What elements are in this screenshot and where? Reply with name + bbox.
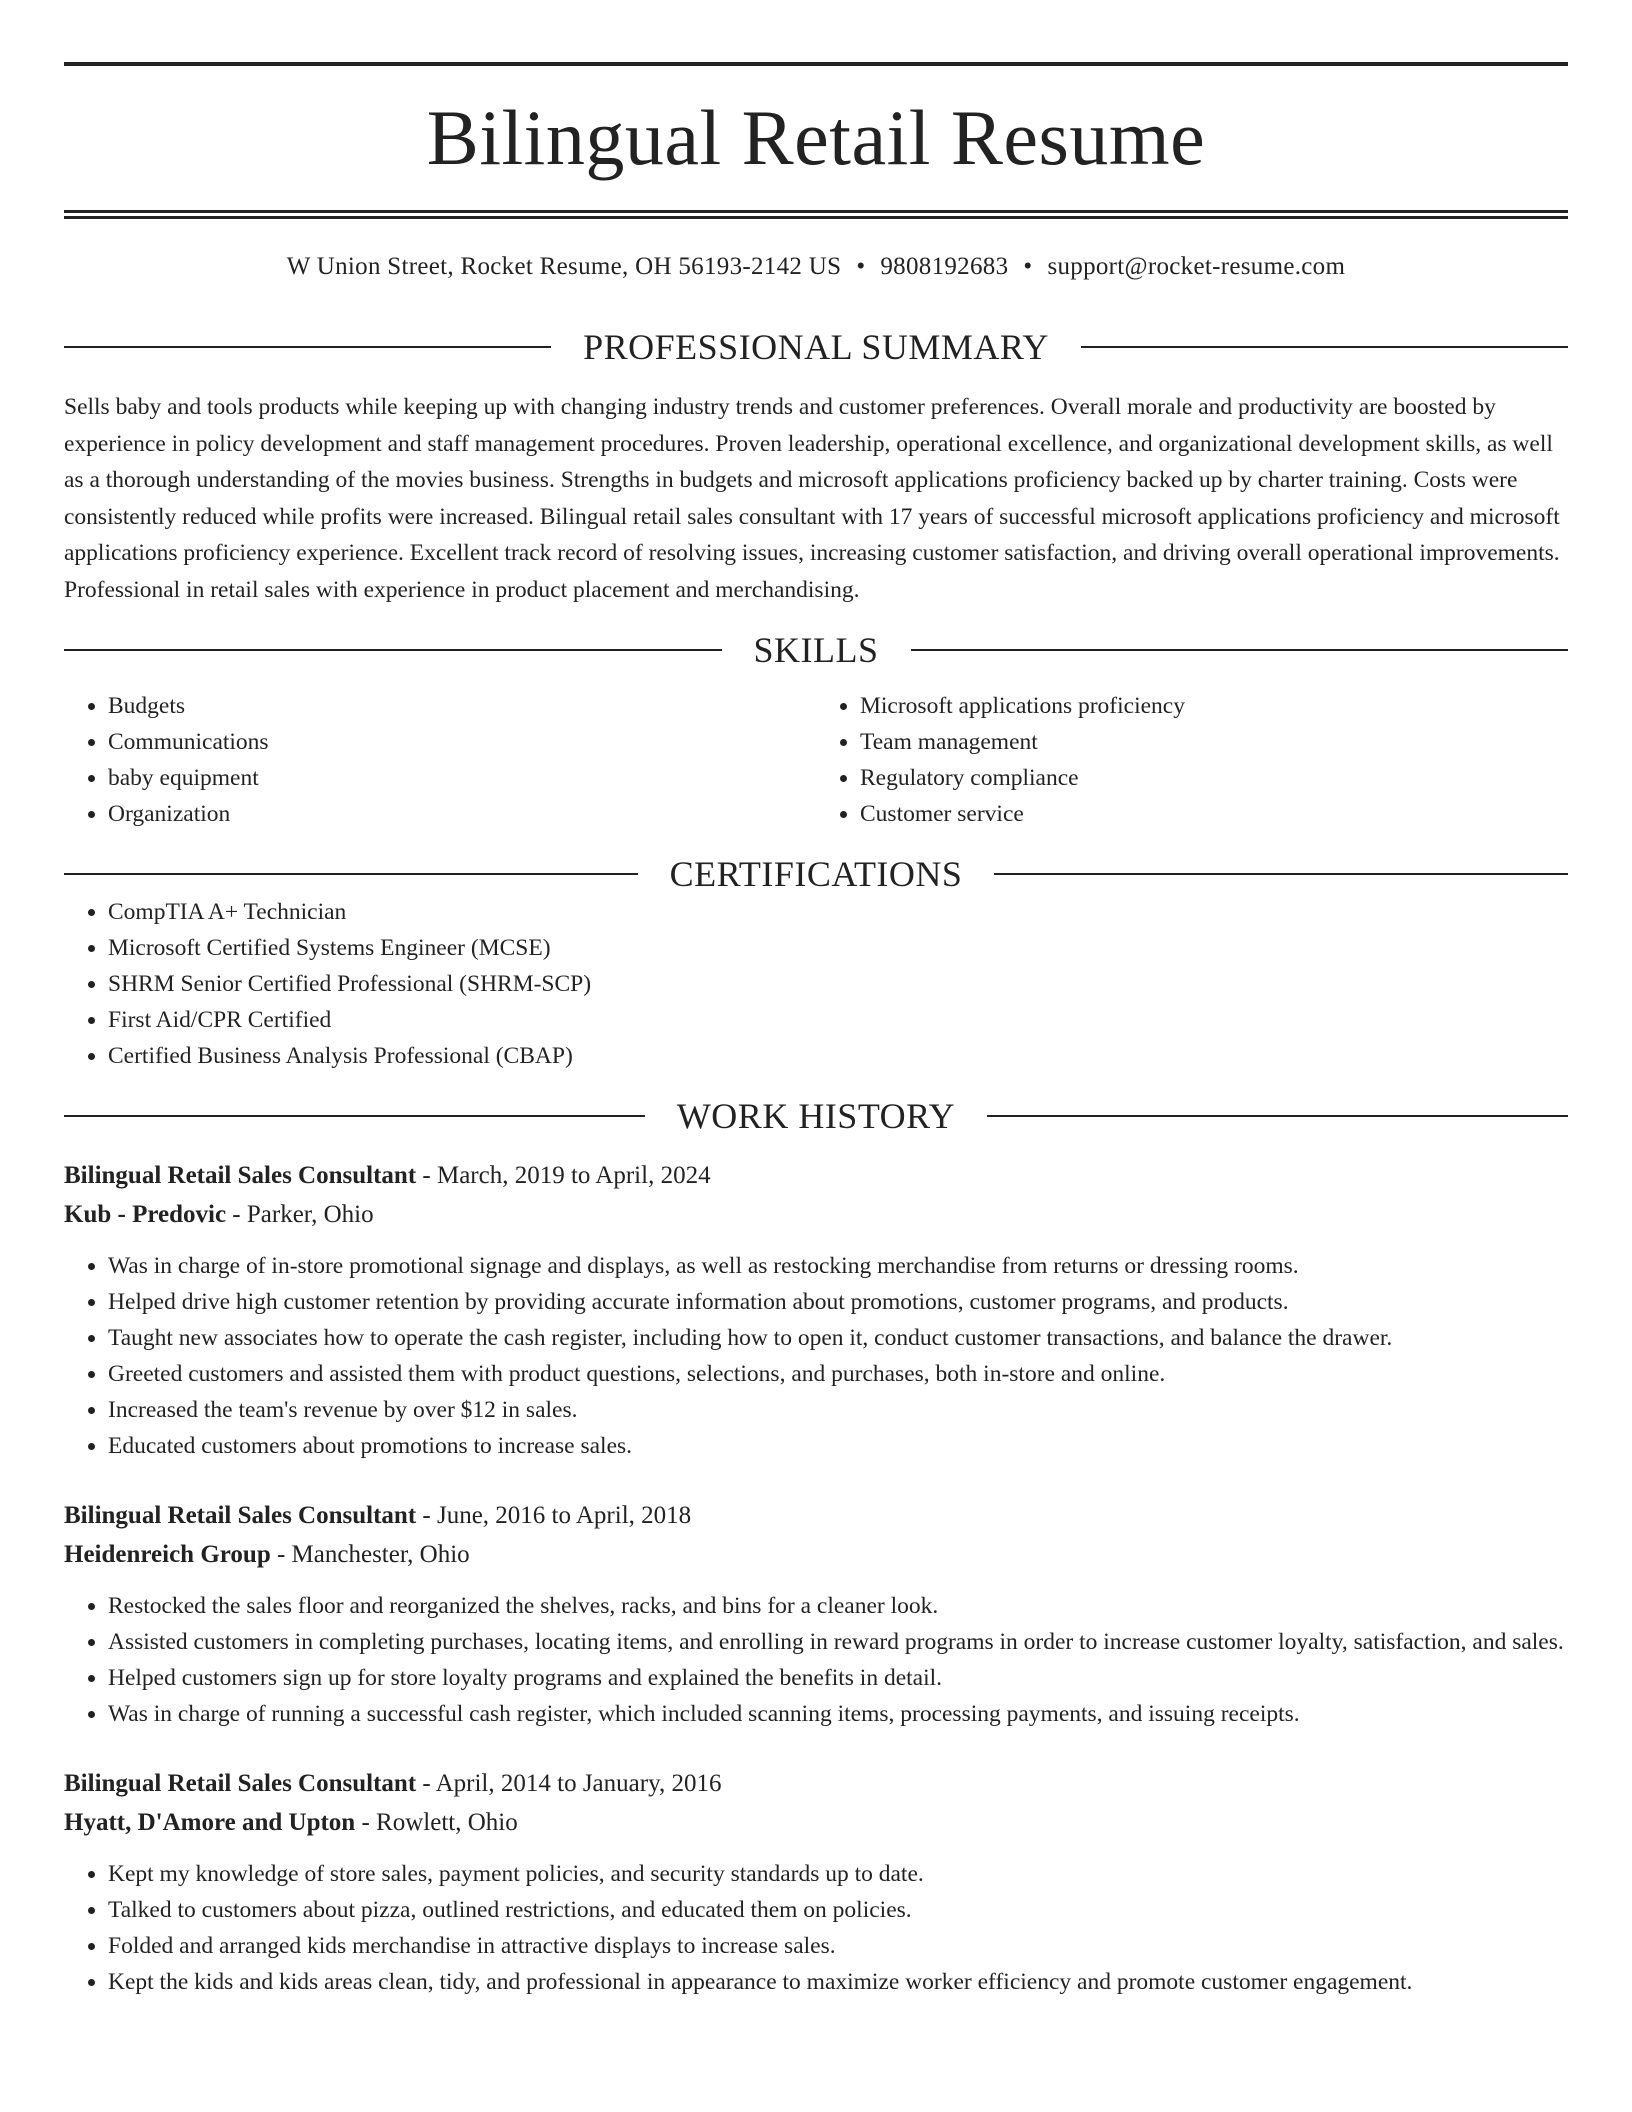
heading-rule-left bbox=[64, 1115, 645, 1117]
duty-item: • Helped customers sign up for store loyalty programs and explained the benefits in detail. bbox=[108, 1660, 1568, 1696]
job-duties bbox=[64, 1248, 1568, 1464]
title-double-rule bbox=[64, 210, 1568, 219]
job-title-line bbox=[64, 1764, 1568, 1803]
duty-item: • Educated customers about promotions to increase sales. bbox=[108, 1428, 1568, 1464]
job-title: Bilingual Retail Sales Consultant bbox=[64, 1162, 417, 1189]
duty-item: • Kept my knowledge of store sales, payment policies, and security standards up to date. bbox=[108, 1856, 1568, 1892]
certification-item: • Microsoft Certified Systems Engineer (MCSE) bbox=[108, 930, 1568, 966]
certification-item: • SHRM Senior Certified Professional (SHRM-SCP) bbox=[108, 966, 1568, 1002]
certifications-list bbox=[64, 894, 1568, 1074]
job-title-line bbox=[64, 1496, 1568, 1535]
skill-item: • baby equipment bbox=[108, 760, 816, 796]
section-title: SKILLS bbox=[753, 630, 879, 670]
skills-column-left bbox=[64, 688, 816, 832]
duty-item: • Was in charge of in-store promotional signage and displays, as well as restocking merchandise from returns or dressing rooms. bbox=[108, 1248, 1568, 1284]
skills-column-right bbox=[816, 688, 1568, 832]
skill-item: • Microsoft applications proficiency bbox=[860, 688, 1568, 724]
certification-item: • Certified Business Analysis Professional (CBAP) bbox=[108, 1038, 1568, 1074]
job-company-line bbox=[64, 1195, 1568, 1234]
job-location: - Parker, Ohio bbox=[232, 1201, 374, 1228]
certification-item: • CompTIA A+ Technician bbox=[108, 894, 1568, 930]
skill-item: • Organization bbox=[108, 796, 816, 832]
job-dates: - March, 2019 to April, 2024 bbox=[422, 1162, 711, 1189]
contact-email: support@rocket-resume.com bbox=[1047, 253, 1346, 280]
skill-item: • Regulatory compliance bbox=[860, 760, 1568, 796]
section-title: PROFESSIONAL SUMMARY bbox=[583, 327, 1049, 367]
skill-item: • Communications bbox=[108, 724, 816, 760]
resume-title: Bilingual Retail Resume bbox=[426, 94, 1206, 181]
duty-item: • Kept the kids and kids areas clean, tidy, and professional in appearance to maximize worker efficiency and promote customer engagement. bbox=[108, 1964, 1568, 2000]
summary-text: Sells baby and tools products while keeping up with changing industry trends and customer preferences. Overall morale and productivity are boosted by experience in policy development and staff management procedures. Proven leadership, operational excellence, and organizational development skills, as well as a thorough understanding of the movies business. Strengths in budgets and microsoft applications proficiency backed up by charter training. Costs were consistently reduced while profits were increased. Bilingual retail sales consultant with 17 years of successful microsoft applications proficiency and microsoft applications proficiency experience. Excellent track record of resolving issues, increasing customer satisfaction, and driving overall operational improvements. Professional in retail sales with experience in product placement and merchandising. bbox=[64, 394, 1560, 603]
job-title: Bilingual Retail Sales Consultant bbox=[64, 1770, 417, 1797]
job-company: Kub - Predovic bbox=[64, 1201, 227, 1228]
duty-item: • Was in charge of running a successful cash register, which included scanning items, processing payments, and issuing receipts. bbox=[108, 1696, 1568, 1732]
duty-item: • Folded and arranged kids merchandise in attractive displays to increase sales. bbox=[108, 1928, 1568, 1964]
work-history-heading bbox=[64, 1096, 1568, 1136]
duty-item: • Helped drive high customer retention by providing accurate information about promotions, customer programs, and products. bbox=[108, 1284, 1568, 1320]
certifications-heading bbox=[64, 854, 1568, 894]
job-entry bbox=[64, 1156, 1568, 1464]
job-title-line bbox=[64, 1156, 1568, 1195]
heading-rule-right bbox=[987, 1115, 1568, 1117]
duty-item: • Assisted customers in completing purchases, locating items, and enrolling in reward programs in order to increase customer loyalty, satisfaction, and sales. bbox=[108, 1624, 1568, 1660]
job-duties bbox=[64, 1588, 1568, 1732]
contact-line bbox=[64, 251, 1568, 283]
duty-item: • Greeted customers and assisted them with product questions, selections, and purchases, both in-store and online. bbox=[108, 1356, 1568, 1392]
duty-item: • Talked to customers about pizza, outlined restrictions, and educated them on policies. bbox=[108, 1892, 1568, 1928]
skill-item: • Customer service bbox=[860, 796, 1568, 832]
job-location: - Rowlett, Ohio bbox=[361, 1809, 518, 1836]
job-company: Hyatt, D'Amore and Upton bbox=[64, 1809, 356, 1836]
section-title: CERTIFICATIONS bbox=[669, 854, 963, 894]
skills-list bbox=[64, 688, 1568, 832]
heading-rule-right bbox=[1081, 346, 1568, 348]
summary-heading bbox=[64, 327, 1568, 367]
heading-rule-left bbox=[64, 649, 722, 651]
job-dates: - April, 2014 to January, 2016 bbox=[422, 1770, 722, 1797]
contact-address: W Union Street, Rocket Resume, OH 56193-2142 US bbox=[286, 253, 842, 280]
duty-item: • Restocked the sales floor and reorganized the shelves, racks, and bins for a cleaner look. bbox=[108, 1588, 1568, 1624]
skill-item: • Budgets bbox=[108, 688, 816, 724]
duty-item: • Taught new associates how to operate the cash register, including how to open it, conduct customer transactions, and balance the drawer. bbox=[108, 1320, 1568, 1356]
job-duties bbox=[64, 1856, 1568, 2000]
job-location: - Manchester, Ohio bbox=[276, 1541, 470, 1568]
job-dates: - June, 2016 to April, 2018 bbox=[422, 1502, 692, 1529]
heading-rule-right bbox=[911, 649, 1569, 651]
skill-item: • Team management bbox=[860, 724, 1568, 760]
section-title: WORK HISTORY bbox=[676, 1096, 956, 1136]
certification-item: • First Aid/CPR Certified bbox=[108, 1002, 1568, 1038]
job-company-line bbox=[64, 1803, 1568, 1842]
heading-rule-left bbox=[64, 346, 551, 348]
heading-rule-left bbox=[64, 873, 638, 875]
skills-heading bbox=[64, 630, 1568, 670]
job-entry bbox=[64, 1496, 1568, 1732]
contact-separator: • bbox=[856, 253, 866, 280]
job-company: Heidenreich Group bbox=[64, 1541, 271, 1568]
contact-phone: 9808192683 bbox=[880, 253, 1009, 280]
duty-item: • Increased the team's revenue by over $12 in sales. bbox=[108, 1392, 1568, 1428]
job-entry bbox=[64, 1764, 1568, 2000]
job-title: Bilingual Retail Sales Consultant bbox=[64, 1502, 417, 1529]
job-company-line bbox=[64, 1535, 1568, 1574]
heading-rule-right bbox=[994, 873, 1568, 875]
contact-separator: • bbox=[1023, 253, 1033, 280]
top-rule bbox=[64, 62, 1568, 66]
